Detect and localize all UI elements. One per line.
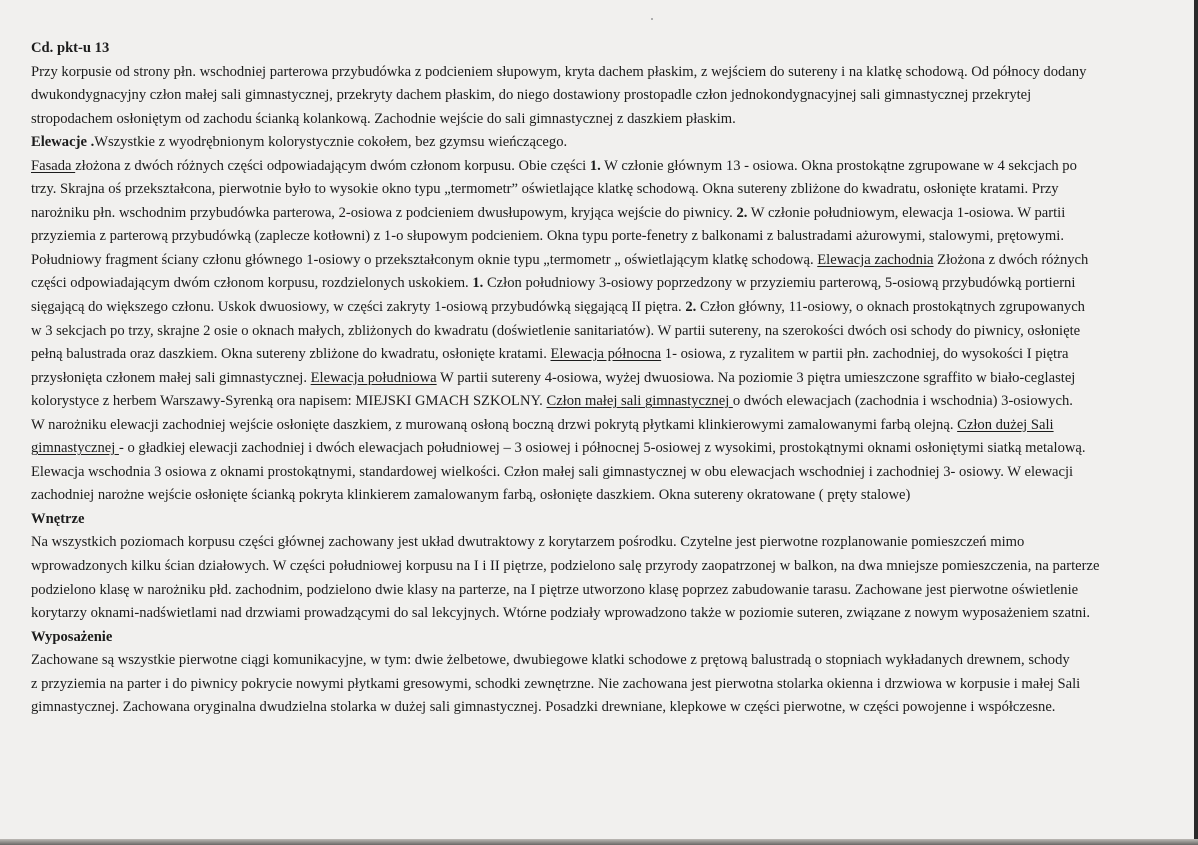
text-line [31,178,1184,202]
underlined-label: Człon małej sali gimnastycznej [546,393,733,410]
text-line [31,484,1184,508]
text-line [31,202,1184,226]
text-run: stropodachem osłoniętym od zachodu ścianką kolankową. Zachodnie wejście do sali gimnastycznej z daszkiem płaskim. [31,110,736,127]
section-heading [31,37,1184,61]
underlined-label: Elewacja zachodnia [817,251,934,268]
text-run: przysłonięta członem małej sali gimnastycznej. [31,369,311,386]
text-line [31,390,1184,414]
bold-text: 2. [736,204,748,221]
text-line [31,367,1184,391]
text-run: W narożniku elewacji zachodniej wejście osłonięte daszkiem, z murowaną osłoną boczną drzwi pokrytą płytkami klinkierowymi zamalowanymi farbą olejną. [31,416,958,433]
text-run: pełną balustrada oraz daszkiem. Okna sutereny zbliżone do kwadratu, osłonięte kratami. [31,346,551,363]
text-line [31,461,1184,485]
section-heading [31,626,1184,650]
text-run: trzy. Skrajna oś przekształcona, pierwotnie było to wysokie okno typu „termometr” oświetlające klatkę schodową. Okna sutereny zbliżone do kwadratu, osłonięte kratami. Przy [31,181,1059,198]
text-run: Zachowane są wszystkie pierwotne ciągi komunikacyjne, w tym: dwie żelbetowe, dwubiegowe klatki schodowe z prętową balustradą o stopniach wykładanych drewnem, schody [31,652,1070,669]
text-run: kolorystyce z herbem Warszawy-Syrenką ora napisem: MIEJSKI GMACH SZKOLNY. [31,393,547,410]
section-heading [31,508,1184,532]
text-line [31,296,1184,320]
text-run: Przy korpusie od strony płn. wschodniej parterowa przybudówka z podcieniem słupowym, kryta dachem płaskim, z wejściem do sutereny i na klatkę schodową. Od północy dodany [31,63,1087,80]
text-line [31,84,1184,108]
text-run: zachodniej narożne wejście osłonięte ścianką pokryta klinkierem zamalowanym farbą, osłonięte daszkiem. Okna sutereny okratowane ( pręty stalowe) [31,487,911,504]
underlined-label: Elewacja południowa [310,369,437,386]
text-run: Cd. pkt-u 13 [31,40,110,56]
text-line [31,602,1184,626]
underlined-label: Człon dużej Sali [957,416,1054,433]
bold-text: 2. [685,299,697,316]
bold-text: 1. [472,275,484,292]
text-line [31,696,1184,720]
text-run: Południowy fragment ściany członu głównego 1-osiowy o przekształconym oknie typu „termometr „ oświetlającym klatkę schodową. [31,251,818,268]
text-run: złożona z dwóch różnych części odpowiadającym dwóm członom korpusu. Obie części [75,157,590,174]
text-run: W członie południowym, elewacja 1-osiowa. W partii [747,204,1066,221]
underlined-label: gimnastycznej [31,440,119,457]
bold-text: Wnętrze [31,510,85,527]
text-line [31,108,1184,132]
scan-speck [651,18,653,20]
underlined-label: Elewacja północna [550,346,662,363]
text-line [31,320,1184,344]
text-run: Człon główny, 11-osiowy, o oknach prostokątnych zgrupowanych [696,299,1085,316]
text-line [31,555,1184,579]
text-line [31,272,1184,296]
text-run: W członie głównym 13 - osiowa. Okna prostokątne zgrupowane w 4 sekcjach po [600,157,1077,174]
text-line [31,437,1184,461]
text-run: gimnastycznej. Zachowana oryginalna dwudzielna stolarka w dużej sali gimnastycznej. Posadzki drewniane, klepkowe w części pierwotne, w części powojenne i współczesne. [31,699,1056,716]
text-line [31,225,1184,249]
scan-edge-right [1194,0,1198,845]
text-line [31,649,1184,673]
bold-text: Wyposażenie [31,628,113,645]
text-run: wprowadzonych kilku ścian działowych. W części południowej korpusu na I i II piętrze, podzielono salę przyrody zaopatrzonej w balkon, na dwa mniejsze pomieszczenia, na parterze [31,558,1100,575]
text-run: Na wszystkich poziomach korpusu części głównej zachowany jest układ dwutraktowy z korytarzem pośrodku. Czytelne jest pierwotne rozplanowanie pomieszczeń mimo [31,534,1025,551]
text-line [31,531,1184,555]
text-run: - o gładkiej elewacji zachodniej i dwóch elewacjach południowej – 3 osiowej i północnej 5-osiowej z wysokimi, prostokątnymi oknami osłoniętymi siatką metalową. [118,440,1086,457]
text-run: 1- osiowa, z ryzalitem w partii płn. zachodniej, do wysokości I piętra [661,346,1069,363]
text-run: Elewacja wschodnia 3 osiowa z oknami prostokątnymi, standardowej wielkości. Człon małej sali gimnastycznej w obu elewacjach wschodniej i zachodniej 3- osiowy. W elewacji [31,463,1074,480]
text-run: Wszystkie z wyodrębnionym kolorystycznie cokołem, bez gzymsu wieńczącego. [94,134,568,151]
text-run: przyziemia z parterową przybudówką (zaplecze kotłowni) z 1-o słupowym podcieniem. Okna typu porte-fenetry z balkonami z balustradami ażurowymi, stalowymi, prętowymi. [31,228,1064,245]
text-run: z przyziemia na parter i do piwnicy pokrycie nowymi płytkami gresowymi, schodki zewnętrzne. Nie zachowana jest pierwotna stolarka okienna i drzwiowa w korpusie i małej Sali [31,675,1081,692]
text-line [31,579,1184,603]
text-run: w 3 sekcjach po trzy, skrajne 2 osie o oknach małych, zbliżonych do kwadratu (doświetlenie sanitariatów). W partii sutereny, na szerokości dwóch osi schody do piwnicy, osłonięte [31,322,1081,339]
bold-text: 1. [589,157,601,174]
text-run: podzielono klasę w narożniku płd. zachodnim, podzielono dwie klasy na parterze, na I piętrze utworzono klasę poprzez zabudowanie tarasu. Zachowane jest pierwotne oświetlenie [31,581,1079,598]
text-run: W partii sutereny 4-osiowa, wyżej dwuosiowa. Na poziomie 3 piętra umieszczone sgraffito w biało-ceglastej [436,369,1076,386]
text-run: Złożona z dwóch różnych [933,251,1089,268]
text-line [31,131,1184,155]
document-body [31,37,1184,720]
text-run: dwukondygnacyjny człon małej sali gimnastycznej, przekryty dachem płaskim, do niego dostawiony prostopadle człon jednokondygnacyjnej sali gimnastycznej przekrytej [31,87,1032,104]
text-run: o dwóch elewacjach (zachodnia i wschodnia) 3-osiowych. [732,393,1073,410]
text-line [31,414,1184,438]
text-run: Człon południowy 3-osiowy poprzedzony w przyziemiu parterową, 5-osiową przybudówką portierni [483,275,1076,292]
text-line [31,155,1184,179]
scan-edge-bottom [0,839,1198,845]
text-run: części odpowiadającym dwóm członom korpusu, rozdzielonych uskokiem. [31,275,473,292]
text-run: narożniku płn. wschodnim przybudówka parterowa, 2-osiowa z podcieniem dwusłupowym, kryjąca wejście do piwnicy. [31,204,737,221]
underlined-label: Fasada [31,157,76,174]
text-line [31,249,1184,273]
text-run: sięgającą do większego członu. Uskok dwuosiowy, w części zakryty 1-osiową przybudówką sięgającą II piętra. [31,299,686,316]
text-line [31,343,1184,367]
text-line [31,61,1184,85]
text-run: korytarzy oknami-nadświetlami nad drzwiami prowadzącymi do sal lekcyjnych. Wtórne podziały wprowadzono także w poziomie suteren, związane z nowym wyposażeniem szatni. [31,605,1091,622]
text-line [31,673,1184,697]
bold-text: Elewacje . [31,134,95,151]
